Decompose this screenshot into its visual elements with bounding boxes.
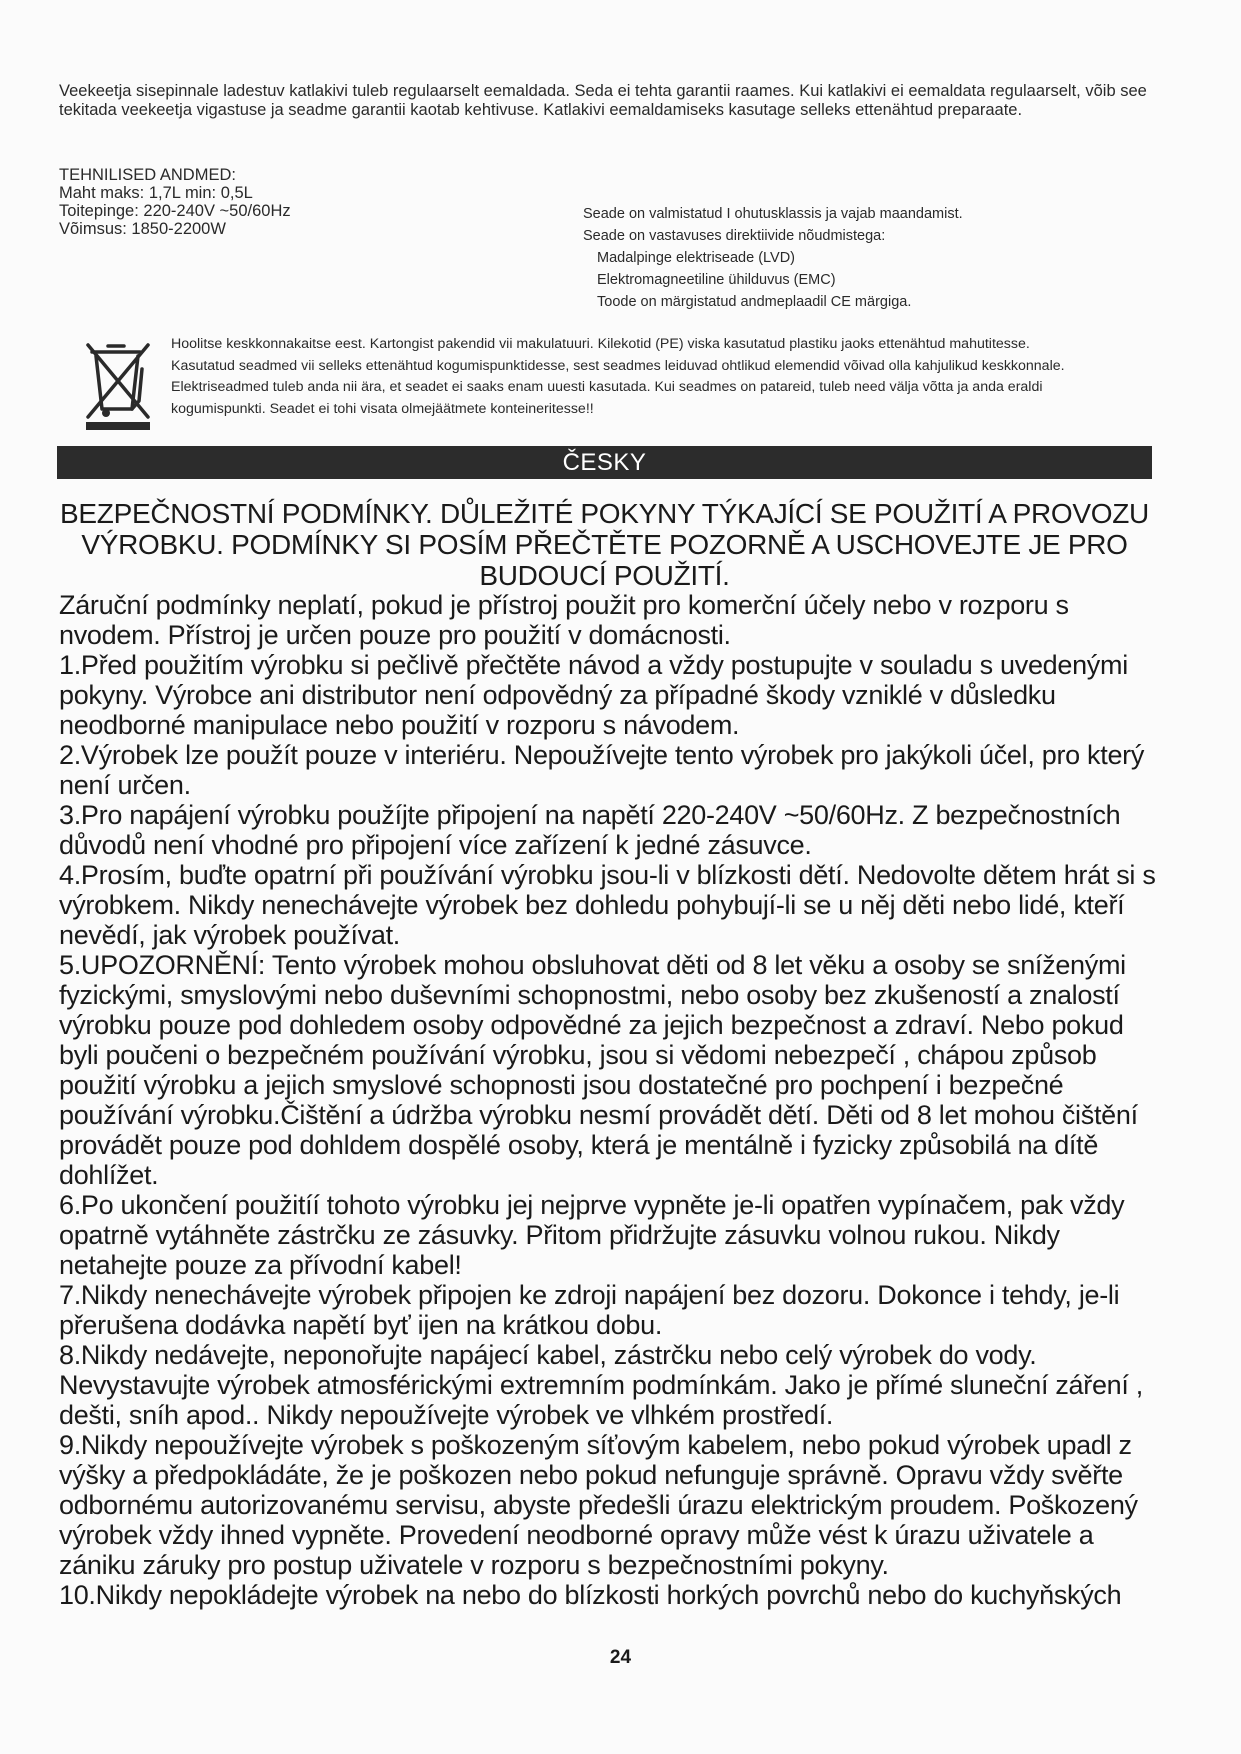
descaling-note-text: Veekeetja sisepinnale ladestuv katlakivi tuleb regulaarselt eemaldada. Seda ei tehta garantii raames. Kui katlakivi ei eemaldata regulaarselt, võib see tekitada veekeetja vigastuse ja seadme garantii kaotab kehtivuse. Katlakivi eemaldamiseks kasutage selleks ettenähtud preparaate.	[59, 82, 1147, 119]
technical-data	[59, 166, 399, 238]
environment-line: Hoolitse keskkonnakaitse eest. Kartongist pakendid vii makulatuuri. Kilekotid (PE) viska kasutatud plastiku jaoks ettenähtud mahutitesse.	[171, 336, 1030, 352]
directive-emc: Elektromagneetiline ühilduvus (EMC)	[597, 272, 836, 288]
descaling-note	[59, 82, 1169, 120]
directive-ce: Toode on märgistatud andmeplaadil CE märgiga.	[597, 294, 912, 310]
warranty-paragraph: Záruční podmínky neplatí, pokud je přístroj použit pro komerční účely nebo v rozporu s nvodem. Přístroj je určen pouze pro použití v domácnosti.	[59, 590, 1069, 650]
instruction-item-4: 4.Prosím, buďte opatrní při používání výrobku jsou-li v blízkosti dětí. Nedovolte dětem hrát si s výrobkem. Nikdy nenechávejte výrobek bez dohledu pohybují-li se u něj děti nebo lidé, kteří nevědí, jak výrobek používat.	[59, 860, 1156, 950]
environment-line: kogumispunkti. Seadet ei tohi visata olmejäätmete konteineritesse!!	[171, 400, 594, 417]
instruction-item-8: 8.Nikdy nedávejte, neponořujte napájecí kabel, zástrčku nebo celý výrobek do vody. Nevystavujte výrobek atmosférickými extremním podmínkám. Jako je přímé sluneční záření , dešti, sníh apod.. Nikdy nepoužívejte výrobek ve vlhkém prostředí.	[59, 1340, 1144, 1430]
instruction-item-6: 6.Po ukončení použitíí tohoto výrobku jej nejprve vypněte je-li opatřen vypínačem, pak vždy opatrně vytáhněte zástrčku ze zásuvky. Přitom přidržujte zásuvku volnou rukou. Nikdy netahejte pouze za přívodní kabel!	[59, 1190, 1125, 1280]
environment-line: Elektriseadmed tuleb anda nii ära, et seadet ei saaks enam uuesti kasutada. Kui seadmes on patareid, tuleb need välja võtta ja anda eraldi	[171, 379, 1043, 395]
crossed-out-wheelie-bin-icon	[82, 339, 154, 431]
environment-line: Kasutatud seadmed vii selleks ettenähtud kogumispunktidesse, sest seadmes leiduvad ohtlikud elemendid võivad olla kahjulikud keskkonnale.	[171, 357, 1065, 374]
environment-note	[171, 334, 1191, 420]
safety-instructions	[59, 590, 1169, 1610]
technical-data-power: Võimsus: 1850-2200W	[59, 220, 226, 238]
compliance-line: Seade on valmistatud I ohutusklassis ja vajab maandamist.	[583, 206, 963, 222]
technical-data-voltage: Toitepinge: 220-240V ~50/60Hz	[59, 202, 291, 220]
technical-data-title: TEHNILISED ANDMED:	[59, 166, 236, 184]
language-section-banner: ČESKY	[57, 446, 1152, 479]
instruction-item-3: 3.Pro napájení výrobku použíjte připojení na napětí 220-240V ~50/60Hz. Z bezpečnostních důvodů není vhodné pro připojení více zařízení k jedné zásuvce.	[59, 800, 1121, 860]
instruction-item-7: 7.Nikdy nenechávejte výrobek připojen ke zdroji napájení bez dozoru. Dokonce i tehdy, je-li přerušena dodávka napětí byť ijen na krátkou dobu.	[59, 1280, 1120, 1340]
instruction-item-10: 10.Nikdy nepokládejte výrobek na nebo do blízkosti horkých povrchů nebo do kuchyňských	[59, 1580, 1122, 1610]
page-number: 24	[609, 1647, 632, 1668]
compliance-info	[583, 203, 1103, 313]
instruction-item-1: 1.Před použitím výrobku si pečlivě přečtěte návod a vždy postupujte v souladu s uvedenými pokyny. Výrobce ani distributor není odpovědný za případné škody vzniklé v důsledku neodborné manipulace nebo použití v rozporu s návodem.	[59, 650, 1128, 740]
instruction-item-9: 9.Nikdy nepoužívejte výrobek s poškozeným síťovým kabelem, nebo pokud výrobek upadl z výšky a předpokládáte, že je poškozen nebo pokud nefunguje správně. Opravu vždy svěřte odbornému autorizovanému servisu, abyste předešli úrazu elektrickým proudem. Poškozený výrobek vždy ihned vypněte. Provedení neodborné opravy může vést k úrazu uživatele a zániku záruky pro postup uživatele v rozporu s bezpečnostními pokyny.	[59, 1430, 1138, 1580]
safety-heading: BEZPEČNOSTNÍ PODMÍNKY. DŮLEŽITÉ POKYNY TÝKAJÍCÍ SE POUŽITÍ A PROVOZU VÝROBKU. PODMÍNKY SI POSÍM PŘEČTĚTE POZORNĚ A USCHOVEJTE JE PRO BUDOUCÍ POUŽITÍ.	[60, 498, 1149, 591]
instruction-item-5: 5.UPOZORNĚNÍ: Tento výrobek mohou obsluhovat děti od 8 let věku a osoby se sníženými fyzickými, smyslovými nebo duševními schopnostmi, nebo osoby bez zkušeností a znalostí výrobku pouze pod dohledem osoby odpovědné za jejich bezpečnost a zdraví. Nebo pokud byli poučeni o bezpečném používání výrobku, jsou si vědomi nebezpečí , chápou způsob použití výrobku a jejich smyslové schopnosti jsou dostatečné pro pochpení i bezpečné používání výrobku.Čištění a údržba výrobku nesmí provádět dětí. Děti od 8 let mohou čištění provádět pouze pod dohldem dospělé osoby, která je mentálně i fyzicky způsobilá na dítě dohlížet.	[59, 950, 1138, 1190]
technical-data-capacity: Maht maks: 1,7L min: 0,5L	[59, 184, 253, 202]
instruction-item-2: 2.Výrobek lze použít pouze v interiéru. Nepoužívejte tento výrobek pro jakýkoli účel, pro který není určen.	[59, 740, 1145, 800]
compliance-line: Seade on vastavuses direktiivide nõudmistega:	[583, 228, 886, 244]
directive-lvd: Madalpinge elektriseade (LVD)	[597, 250, 796, 266]
